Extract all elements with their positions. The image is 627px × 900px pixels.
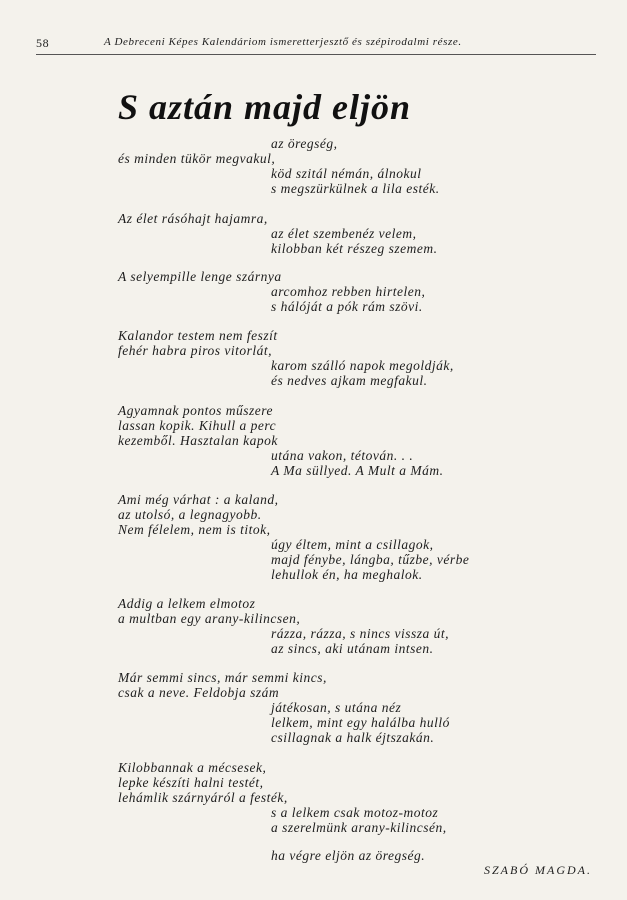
poem-line: az élet szembenéz velem, [271,226,417,241]
poem-line: Kalandor testem nem feszít [118,328,278,343]
poem-line: Nem félelem, nem is titok, [118,522,271,537]
poem-line: az sincs, aki utánam intsen. [271,641,434,656]
poem-line: Addig a lelkem elmotoz [118,596,256,611]
poem-line: lelkem, mint egy halálba hulló [271,715,450,730]
poem-line: a multban egy arany-kilincsen, [118,611,301,626]
poem-line: kezemből. Hasztalan kapok [118,433,278,448]
poem-line: A selyempille lenge szárnya [118,269,282,284]
poem-line: játékosan, s utána néz [271,700,402,715]
poem-line: csak a neve. Feldobja szám [118,685,280,700]
poem-line: Már semmi sincs, már semmi kincs, [118,670,327,685]
poem-line: karom szálló napok megoldják, [271,358,454,373]
poem-line: s a lelkem csak motoz-motoz [271,805,439,820]
header-rule [36,54,596,55]
poem-line: majd fénybe, lángba, tűzbe, vérbe [271,552,470,567]
poem-line: csillagnak a halk éjtszakán. [271,730,435,745]
poem-line: az öregség, [271,136,338,151]
poem-line: köd szitál némán, álnokul [271,166,422,181]
poem-line: és minden tükör megvakul, [118,151,276,166]
poem-line: s hálóját a pók rám szövi. [271,299,423,314]
poem-line: Ami még várhat : a kaland, [118,492,279,507]
poem-line: az utolsó, a legnagyobb. [118,507,262,522]
poem-line: ha végre eljön az öregség. [271,848,426,863]
poem-line: s megszürkülnek a lila esték. [271,181,440,196]
poem-line: kilobban két részeg szemem. [271,241,438,256]
poem-line: lehullok én, ha meghalok. [271,567,423,582]
poem-line: fehér habra piros vitorlát, [118,343,272,358]
poem-line: Kilobbannak a mécsesek, [118,760,267,775]
running-title: A Debreceni Képes Kalendáriom ismeretterjesztő és szépirodalmi része. [104,36,462,48]
author-signature: SZABÓ MAGDA. [484,863,592,877]
poem-line: a szerelmünk arany-kilincsén, [271,820,447,835]
poem-line: Az élet rásóhajt hajamra, [118,211,268,226]
poem-title: S aztán majd eljön [118,87,412,127]
poem-line: utána vakon, tétován. . . [271,448,414,463]
poem-line: arcomhoz rebben hirtelen, [271,284,426,299]
poem-line: rázza, rázza, s nincs vissza út, [271,626,450,641]
page-number: 58 [36,36,50,50]
page-header [36,36,596,52]
poem-line: lassan kopik. Kihull a perc [118,418,277,433]
poem-line: Agyamnak pontos műszere [118,403,273,418]
poem-line: A Ma süllyed. A Mult a Mám. [271,463,444,478]
poem-line: úgy éltem, mint a csillagok, [271,537,434,552]
poem-line: és nedves ajkam megfakul. [271,373,428,388]
poem-line: lehámlik szárnyáról a festék, [118,790,288,805]
poem-line: lepke készíti halni testét, [118,775,264,790]
